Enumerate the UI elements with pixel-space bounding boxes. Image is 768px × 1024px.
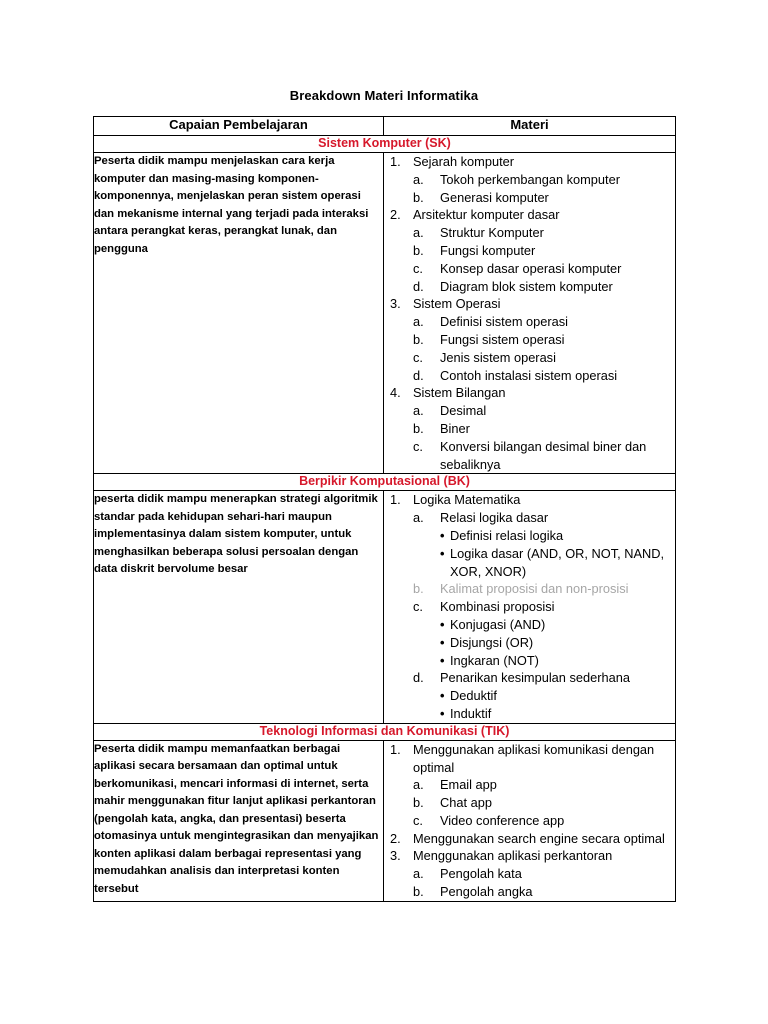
list-item: b. Pengolah angka bbox=[440, 883, 675, 901]
section-sk-row bbox=[94, 136, 676, 153]
header-materi: Materi bbox=[384, 117, 676, 136]
bullet-item: • Ingkaran (NOT) bbox=[450, 652, 675, 670]
list-item: 3. Sistem Operasi a. Definisi sistem operasi b. Fungsi sistem operasi c. Jenis sistem operasi d. Contoh instalasi sistem operasi bbox=[413, 295, 675, 384]
list-item: b. Chat app bbox=[440, 794, 675, 812]
bullet-item: • Definisi relasi logika bbox=[450, 527, 675, 545]
list-item: c. Konversi bilangan desimal biner dan sebaliknya bbox=[440, 438, 675, 474]
list-item: d. Contoh instalasi sistem operasi bbox=[440, 367, 675, 385]
cp-sk: Peserta didik mampu menjelaskan cara kerja komputer dan masing-masing komponen-komponennya, menjelaskan peran sistem operasi dan mekanisme internal yang terjadi pada interaksi antara perangkat keras, perangkat lunak, dan pengguna bbox=[94, 153, 384, 474]
list-item: c. Video conference app bbox=[440, 812, 675, 830]
list-item: a. Definisi sistem operasi bbox=[440, 313, 675, 331]
document-title: Breakdown Materi Informatika bbox=[289, 88, 479, 103]
section-tik-row bbox=[94, 723, 676, 740]
section-title-bk: Berpikir Komputasional (BK) bbox=[94, 474, 676, 491]
list-item: 1. Logika Matematika a. Relasi logika dasar • Definisi relasi logika • Logika dasar (AND, OR, NOT, NAND, XOR, XNOR) b. Kalimat proposisi dan non-prosisi c. Kombinasi proposisi • Konjugasi (AND) • Disjungsi (OR) • Ingkaran (NOT) d. Penarikan kesimpulan sederhana • Deduktif • Induktif bbox=[413, 491, 675, 722]
list-item: a. Relasi logika dasar • Definisi relasi logika • Logika dasar (AND, OR, NOT, NAND, XOR, XNOR) bbox=[440, 509, 675, 580]
materi-list bbox=[384, 741, 675, 901]
materi-bk bbox=[384, 491, 676, 723]
list-item: d. Diagram blok sistem komputer bbox=[440, 278, 675, 296]
cp-bk: peserta didik mampu menerapkan strategi algoritmik standar pada kehidupan sehari-hari maupun implementasinya dalam sistem komputer, untuk menghasilkan beberapa solusi persoalan dengan data diskrit bervolume besar bbox=[94, 491, 384, 723]
materi-list bbox=[384, 153, 675, 473]
bullet-item: • Logika dasar (AND, OR, NOT, NAND, XOR, XNOR) bbox=[450, 545, 675, 581]
bullet-item: • Konjugasi (AND) bbox=[450, 616, 675, 634]
list-item: 1. Menggunakan aplikasi komunikasi dengan optimal a. Email app b. Chat app c. Video conference app bbox=[413, 741, 675, 830]
section-title-sk: Sistem Komputer (SK) bbox=[94, 136, 676, 153]
materi-list bbox=[384, 491, 675, 722]
list-item: b. Generasi komputer bbox=[440, 189, 675, 207]
section-bk-content bbox=[94, 491, 676, 723]
list-item: 4. Sistem Bilangan a. Desimal b. Biner c. Konversi bilangan desimal biner dan sebaliknya bbox=[413, 384, 675, 473]
list-item: c. Kombinasi proposisi • Konjugasi (AND) • Disjungsi (OR) • Ingkaran (NOT) bbox=[440, 598, 675, 669]
list-item: a. Struktur Komputer bbox=[440, 224, 675, 242]
list-item: 1. Sejarah komputer a. Tokoh perkembangan komputer b. Generasi komputer bbox=[413, 153, 675, 206]
materi-tik bbox=[384, 740, 676, 901]
section-tik-content bbox=[94, 740, 676, 901]
bullet-item: • Disjungsi (OR) bbox=[450, 634, 675, 652]
section-title-tik: Teknologi Informasi dan Komunikasi (TIK) bbox=[94, 723, 676, 740]
list-item: b. Fungsi komputer bbox=[440, 242, 675, 260]
list-item: 3. Menggunakan aplikasi perkantoran a. Pengolah kata b. Pengolah angka bbox=[413, 847, 675, 900]
header-capaian: Capaian Pembelajaran bbox=[94, 117, 384, 136]
list-item: 2. Menggunakan search engine secara optimal bbox=[413, 830, 675, 848]
list-item: a. Pengolah kata bbox=[440, 865, 675, 883]
list-item: b. Fungsi sistem operasi bbox=[440, 331, 675, 349]
cp-tik: Peserta didik mampu memanfaatkan berbagai aplikasi secara bersamaan dan optimal untuk berkomunikasi, mencari informasi di internet, serta mahir menggunakan fitur lanjut aplikasi perkantoran (pengolah kata, angka, dan presentasi) beserta otomasinya untuk mengintegrasikan dan menyajikan konten aplikasi dalam berbagai representasi yang memudahkan analisis dan interpretasi konten tersebut bbox=[94, 740, 384, 901]
list-item-faded: b. Kalimat proposisi dan non-prosisi bbox=[440, 580, 675, 598]
list-item: c. Konsep dasar operasi komputer bbox=[440, 260, 675, 278]
materi-table bbox=[93, 116, 676, 902]
list-item: a. Tokoh perkembangan komputer bbox=[440, 171, 675, 189]
list-item: b. Biner bbox=[440, 420, 675, 438]
list-item: a. Desimal bbox=[440, 402, 675, 420]
header-row bbox=[94, 117, 676, 136]
list-item: a. Email app bbox=[440, 776, 675, 794]
materi-sk bbox=[384, 153, 676, 474]
list-item: 2. Arsitektur komputer dasar a. Struktur Komputer b. Fungsi komputer c. Konsep dasar operasi komputer d. Diagram blok sistem komputer bbox=[413, 206, 675, 295]
list-item: d. Penarikan kesimpulan sederhana • Deduktif • Induktif bbox=[440, 669, 675, 722]
bullet-item: • Deduktif bbox=[450, 687, 675, 705]
list-item: c. Jenis sistem operasi bbox=[440, 349, 675, 367]
section-bk-row bbox=[94, 474, 676, 491]
bullet-item: • Induktif bbox=[450, 705, 675, 723]
section-sk-content bbox=[94, 153, 676, 474]
